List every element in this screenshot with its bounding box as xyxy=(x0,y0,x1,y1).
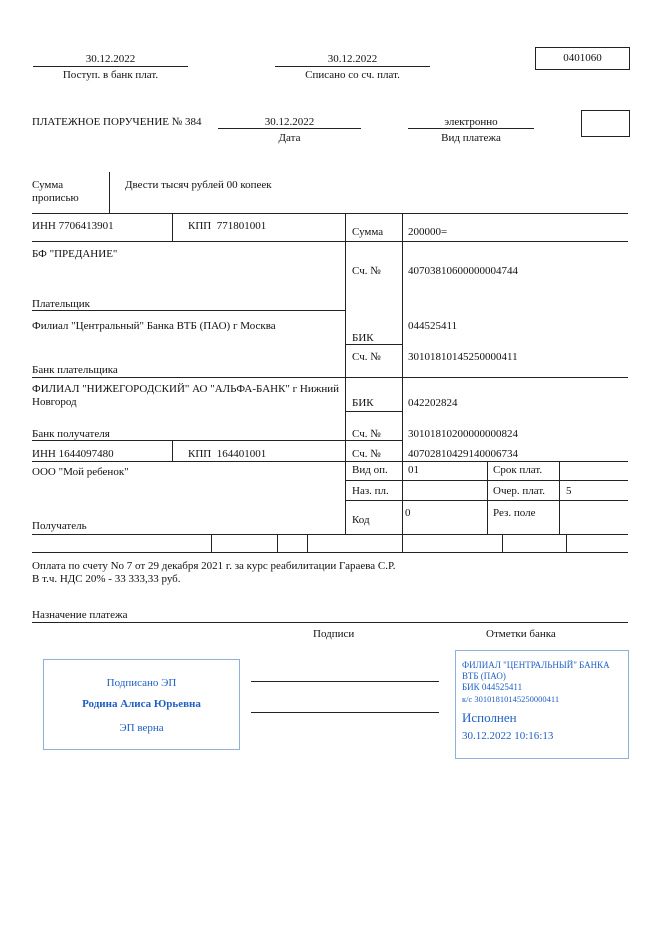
signature-stamp xyxy=(43,659,240,750)
purpose-line-2: В т.ч. НДС 20% - 33 333,33 руб. xyxy=(32,573,181,585)
signature-stamp-line3: ЭП верна xyxy=(119,722,164,734)
debited-label: Списано со сч. плат. xyxy=(305,69,400,81)
bank-marks-label: Отметки банка xyxy=(486,628,556,640)
vid-op-label: Вид оп. xyxy=(352,464,388,476)
srok-label: Срок плат. xyxy=(493,464,543,476)
bank-stamp-status: Исполнен xyxy=(462,710,517,725)
payer-bank-bik-label: БИК xyxy=(352,332,374,344)
tax-cell-1 xyxy=(211,534,212,552)
rez-label: Рез. поле xyxy=(493,507,536,519)
kod-value: 0 xyxy=(405,507,411,519)
recipient-bank-account-label: Сч. № xyxy=(352,428,381,440)
recipient-bank-label: Банк получателя xyxy=(32,428,110,440)
sum-value: 200000= xyxy=(408,226,448,238)
grid-line-tax-row xyxy=(32,552,628,553)
signature-line-1 xyxy=(251,681,439,682)
recipient-inn: ИНН 1644097480 xyxy=(32,448,114,460)
order-date-label: Дата xyxy=(278,132,301,144)
bank-stamp-line1: ФИЛИАЛ "ЦЕНТРАЛЬНЫЙ" БАНКА xyxy=(462,660,610,670)
grid-line-recip-inn-bottom xyxy=(32,461,628,462)
form-code: 0401060 xyxy=(563,52,602,64)
debited-date-line xyxy=(275,66,430,67)
payer-name: БФ "ПРЕДАНИЕ" xyxy=(32,248,118,260)
purpose-label: Назначение платежа xyxy=(32,609,128,621)
bank-stamp-line3: БИК 044525411 xyxy=(462,682,523,692)
empty-code-box xyxy=(581,110,630,137)
naz-label: Наз. пл. xyxy=(352,485,389,497)
amount-words-divider xyxy=(109,172,110,213)
vid-op-value: 01 xyxy=(408,464,419,476)
recipient-bank-bik: 042202824 xyxy=(408,397,458,409)
tax-cell-4 xyxy=(402,534,403,552)
bank-stamp-line4: к/с 30101810145250000411 xyxy=(462,694,560,704)
amount-words-label-2: прописью xyxy=(32,192,79,204)
payer-bank-name: Филиал "Центральный" Банка ВТБ (ПАО) г Москва xyxy=(32,320,276,332)
payer-label: Плательщик xyxy=(32,298,90,310)
recipient-name: ООО "Мой ребенок" xyxy=(32,466,129,478)
recipient-bank-account: 30101810200000000824 xyxy=(408,428,518,440)
order-date-line xyxy=(218,128,361,129)
signature-stamp-line1: Подписано ЭП xyxy=(106,677,177,689)
recipient-label: Получатель xyxy=(32,520,87,532)
order-date: 30.12.2022 xyxy=(264,116,315,128)
grid-vline-values xyxy=(402,213,403,534)
recipient-bank-name-1: ФИЛИАЛ "НИЖЕГОРОДСКИЙ" АО "АЛЬФА-БАНК" г Нижний xyxy=(32,383,340,395)
grid-vline-codes-b xyxy=(559,461,560,534)
payer-inn: ИНН 7706413901 xyxy=(32,220,114,232)
bank-stamp xyxy=(455,650,629,759)
payment-type-label: Вид платежа xyxy=(441,132,501,144)
tax-cell-6 xyxy=(566,534,567,552)
payer-bank-label: Банк плательщика xyxy=(32,364,118,376)
bank-stamp-line2: ВТБ (ПАО) xyxy=(462,671,506,681)
grid-line-recip-bank-bottom xyxy=(32,440,402,441)
payer-account: 40703810600000004744 xyxy=(408,265,518,277)
payment-type-line xyxy=(408,128,534,129)
recipient-account-label: Сч. № xyxy=(352,448,381,460)
payer-bank-bik: 044525411 xyxy=(408,320,458,332)
grid-line-bik-payer xyxy=(345,344,402,345)
tax-cell-3 xyxy=(307,534,308,552)
amount-words-label-1: Сумма xyxy=(32,179,64,191)
grid-vline-codes-a xyxy=(487,461,488,534)
grid-line-payer-bottom xyxy=(32,310,345,311)
debited-date: 30.12.2022 xyxy=(327,53,378,65)
ocher-label: Очер. плат. xyxy=(493,485,546,497)
payer-account-label: Сч. № xyxy=(352,265,381,277)
purpose-line-1: Оплата по счету No 7 от 29 декабря 2021 г. за курс реабилитации Гараева С.Р. xyxy=(32,560,396,572)
grid-line-recipient-bottom xyxy=(32,534,628,535)
grid-vline-main xyxy=(345,213,346,534)
received-date: 30.12.2022 xyxy=(85,53,136,65)
payment-type: электронно xyxy=(444,116,498,128)
grid-line-payer-bank-bottom xyxy=(32,377,628,378)
order-title: ПЛАТЕЖНОЕ ПОРУЧЕНИЕ № 384 xyxy=(32,116,202,128)
kod-label: Код xyxy=(352,514,370,526)
recipient-bank-name-2: Новгород xyxy=(32,396,77,408)
signatures-label: Подписи xyxy=(313,628,355,640)
signature-line-2 xyxy=(251,712,439,713)
grid-vline-inn-recip xyxy=(172,440,173,461)
recipient-bank-bik-label: БИК xyxy=(352,397,374,409)
form-code-box xyxy=(535,47,630,70)
tax-cell-5 xyxy=(502,534,503,552)
grid-line-bik-recip xyxy=(345,411,402,412)
payer-bank-account: 30101810145250000411 xyxy=(408,351,518,363)
amount-words-value: Двести тысяч рублей 00 копеек xyxy=(125,179,272,191)
payer-bank-account-label: Сч. № xyxy=(352,351,381,363)
bank-stamp-datetime: 30.12.2022 10:16:13 xyxy=(462,730,554,742)
recipient-kpp: КПП 164401001 xyxy=(188,448,267,460)
tax-cell-2 xyxy=(277,534,278,552)
payer-kpp: КПП 771801001 xyxy=(188,220,267,232)
ocher-value: 5 xyxy=(566,485,572,497)
grid-vline-inn-payer xyxy=(172,213,173,241)
signature-stamp-signer: Родина Алиса Юрьевна xyxy=(82,698,201,710)
recipient-account: 40702810429140006734 xyxy=(408,448,518,460)
sum-label: Сумма xyxy=(352,226,384,238)
received-label: Поступ. в банк плат. xyxy=(62,69,159,81)
grid-line-payer-inn xyxy=(32,241,628,242)
grid-line-1 xyxy=(32,213,628,214)
purpose-line xyxy=(32,622,628,623)
received-date-line xyxy=(33,66,188,67)
